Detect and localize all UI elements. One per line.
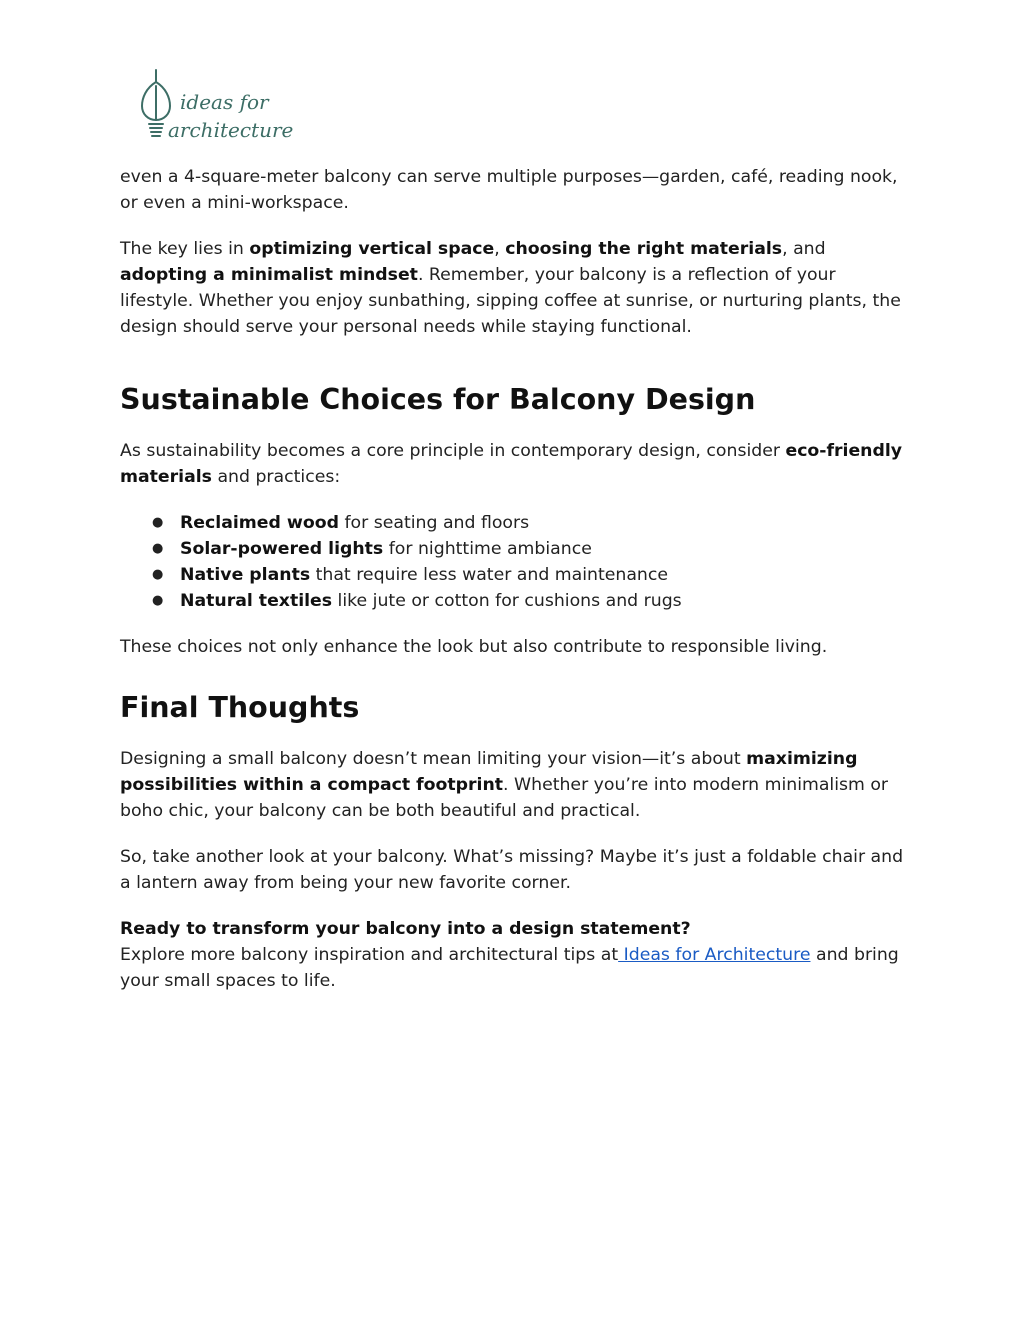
bold-span: Native plants xyxy=(180,565,311,585)
text-span: and practices: xyxy=(211,467,341,487)
intro-paragraph: even a 4-square-meter balcony can serve multiple purposes—garden, café, reading nook, or even a mini-workspace. xyxy=(120,167,898,213)
list-item xyxy=(120,510,910,536)
text-span: The key lies in xyxy=(120,239,250,259)
bullet-icon: ● xyxy=(152,567,164,582)
text-span: . Remember, your balcony is a reflection of your lifestyle. Whether you enjoy sunbathing, sipping coffee at sunrise, or nurturing plants, the design should serve your personal needs while staying functional. xyxy=(120,265,901,337)
bold-span: Solar-powered lights xyxy=(180,539,384,559)
logo-text-line2: architecture xyxy=(168,118,294,142)
text-span: , xyxy=(494,239,506,259)
text-span: and bring your small spaces to life. xyxy=(120,945,899,991)
text-span: Explore more balcony inspiration and architectural tips at xyxy=(120,945,619,965)
final-paragraph xyxy=(120,746,910,824)
bullet-icon: ● xyxy=(152,541,164,556)
bullet-icon: ● xyxy=(152,593,164,608)
text-span: . Whether you’re into modern minimalism or boho chic, your balcony can be both beautiful and practical. xyxy=(120,775,889,821)
ideas-for-architecture-link[interactable]: Ideas for Architecture xyxy=(618,945,811,965)
cta-heading: Ready to transform your balcony into a design statement? xyxy=(120,919,691,939)
bold-span: maximizing possibilities within a compact footprint xyxy=(120,749,858,795)
heading-final-thoughts: Final Thoughts xyxy=(120,691,360,724)
bold-span: choosing the right materials xyxy=(505,239,783,259)
balcony-look-paragraph: So, take another look at your balcony. What’s missing? Maybe it’s just a foldable chair and a lantern away from being your new favorite corner. xyxy=(120,847,904,893)
bullet-icon: ● xyxy=(152,515,164,530)
text-span: As sustainability becomes a core principle in contemporary design, consider xyxy=(120,441,786,461)
article-body xyxy=(120,164,910,994)
choices-paragraph: These choices not only enhance the look but also contribute to responsible living. xyxy=(120,637,828,657)
bold-span: Natural textiles xyxy=(180,591,333,611)
bold-span: Reclaimed wood xyxy=(180,513,339,533)
text-span: like jute or cotton for cushions and rugs xyxy=(332,591,682,611)
key-paragraph xyxy=(120,236,910,340)
text-span: that require less water and maintenance xyxy=(310,565,669,585)
sustainability-paragraph xyxy=(120,438,910,490)
heading-sustainable: Sustainable Choices for Balcony Design xyxy=(120,383,756,416)
bold-span: eco-friendly materials xyxy=(120,441,903,487)
bold-span: optimizing vertical space xyxy=(249,239,495,259)
eco-list xyxy=(120,510,910,614)
bold-span: adopting a minimalist mindset xyxy=(120,265,418,285)
text-span: for seating and floors xyxy=(338,513,530,533)
cta-paragraph xyxy=(120,916,910,994)
list-item xyxy=(120,562,910,588)
text-span: , and xyxy=(782,239,826,259)
list-item xyxy=(120,588,910,614)
list-item xyxy=(120,536,910,562)
text-span: Designing a small balcony doesn’t mean limiting your vision—it’s about xyxy=(120,749,747,769)
logo-text-line1: ideas for xyxy=(180,90,269,114)
text-span: for nighttime ambiance xyxy=(383,539,592,559)
site-logo xyxy=(136,68,294,146)
